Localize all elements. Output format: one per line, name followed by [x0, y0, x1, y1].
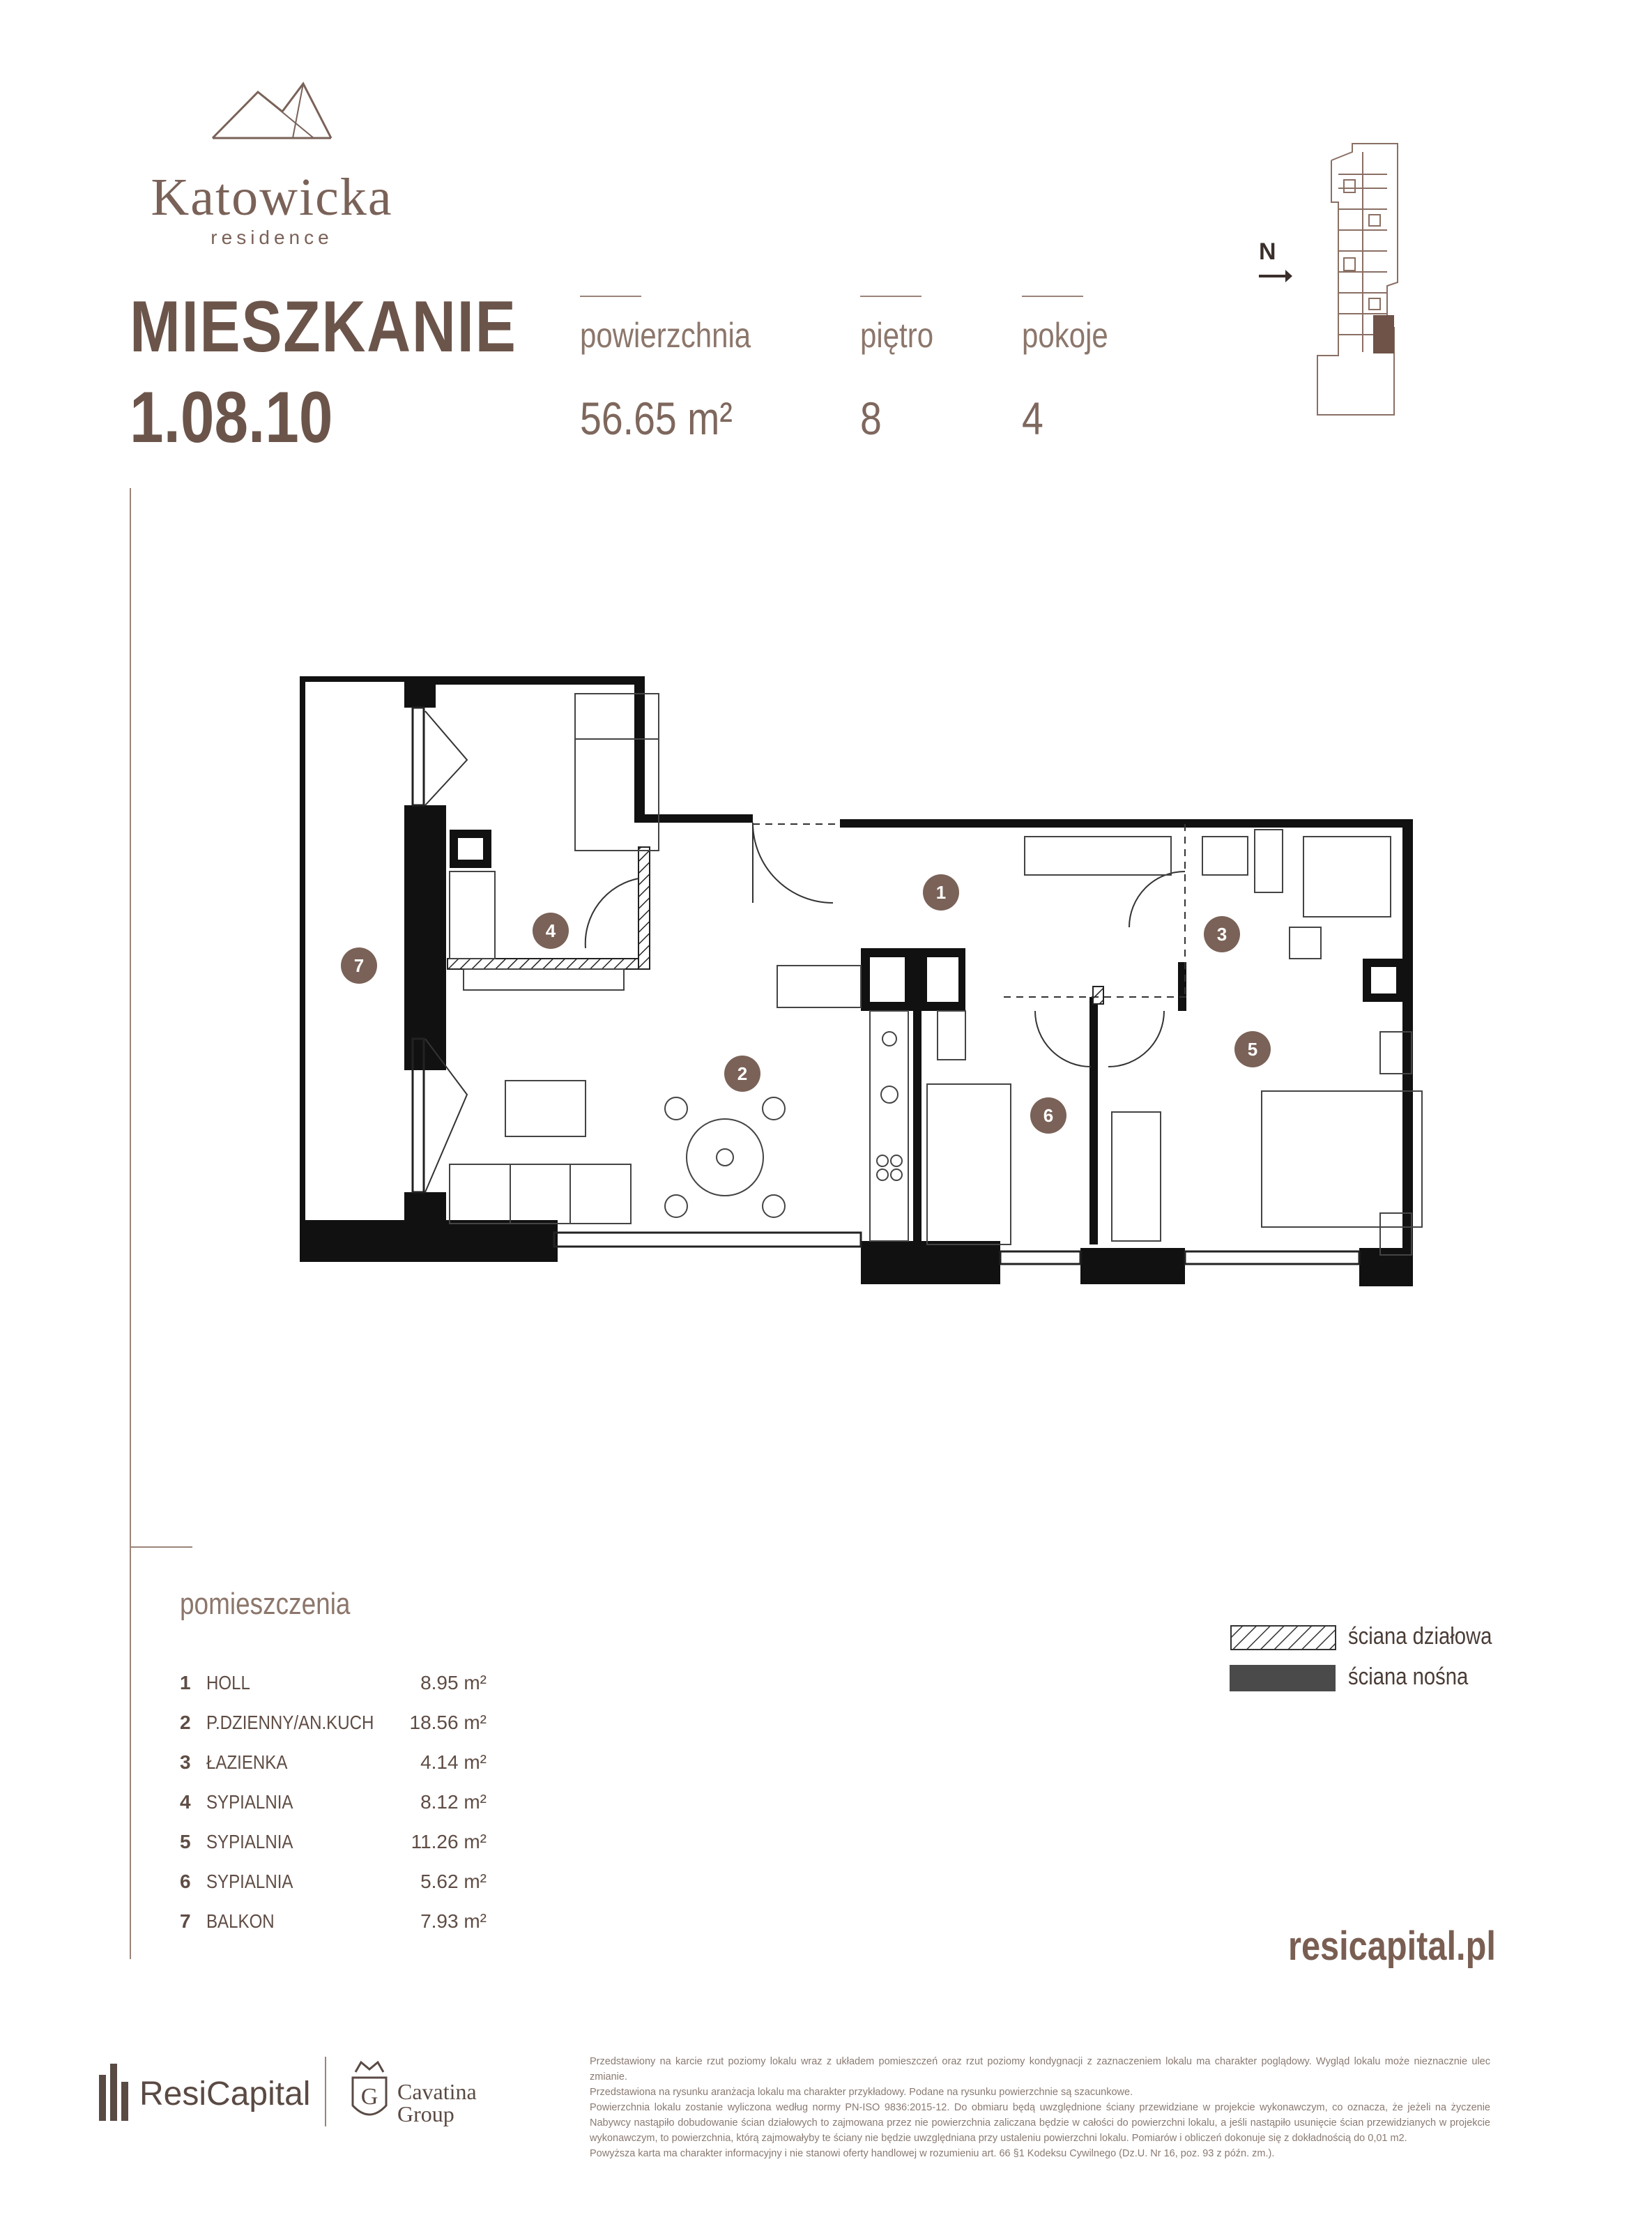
- stat-divider: [1022, 296, 1083, 297]
- room-number: 2: [180, 1712, 191, 1733]
- cavatina-logo-text: [397, 2080, 477, 2125]
- room-number: 3: [180, 1751, 191, 1773]
- marker-4: 4: [545, 920, 556, 941]
- svg-text:G: G: [360, 2084, 378, 2110]
- room-area: 5.62 m²: [420, 1871, 487, 1892]
- stat-area-label: powierzchnia: [580, 316, 751, 355]
- marker-1: 1: [935, 882, 947, 903]
- room-number: 5: [180, 1831, 191, 1852]
- marker-2: 2: [737, 1063, 748, 1084]
- table-row: [180, 1672, 487, 1700]
- disclaimer-paragraph: Powierzchnia lokalu zostanie wyliczona według normy PN-ISO 9836:2015-12. Do obmiaru będą uwzględnione ściany przewidziane w projekcie wykonawczym, co oznacza, że jeżeli na życzenie Nabywcy nastąpiło dobudowanie ścian działowych to zajmowana przez nie powierzchnia zaliczana będzie w całości do powierzchni lokalu, a jeśli nastąpiło usunięcie ścian przewidzianych w projekcie wykonawczym, to powierzchnia, którą zajmowałyby te ściany nie będzie uwzględniana przy ustaleniu powierzchni lokalu. Pomiarów i obliczeń dokonuje się z dokładnością do 0,01 m2.: [590, 2102, 1490, 2144]
- apartment-label: MIESZKANIE: [130, 287, 517, 367]
- stat-floor-value: 8: [860, 393, 882, 444]
- brand-name: Katowicka: [151, 168, 393, 227]
- legend-bearing-label: ściana nośna: [1348, 1663, 1469, 1690]
- room-area: 8.95 m²: [420, 1672, 487, 1693]
- room-name: SYPIALNIA: [206, 1791, 293, 1813]
- table-row: [180, 1910, 487, 1938]
- room-number: 4: [180, 1791, 191, 1813]
- legend-bearing-swatch: [1230, 1665, 1336, 1691]
- room-area: 18.56 m²: [409, 1712, 487, 1733]
- legend-partition-swatch: [1230, 1624, 1337, 1651]
- disclaimer-paragraph: Powyższa karta ma charakter informacyjny i nie stanowi oferty handlowej w rozumieniu art. 66 §1 Kodeksu Cywilnego (Dz.U. Nr 16, poz. 93 z późn. zm.).: [590, 2148, 1275, 2159]
- disclaimer-paragraph: Przedstawiona na rysunku aranżacja lokalu ma charakter przykładowy. Podane na rysunku powierzchnie są szacunkowe.: [590, 2087, 1133, 2098]
- apartment-number: 1.08.10: [130, 377, 333, 458]
- brand-subtitle: residence: [211, 227, 333, 248]
- room-area: 4.14 m²: [420, 1751, 487, 1773]
- website-link[interactable]: resicapital.pl: [1288, 1924, 1496, 1969]
- table-row: [180, 1871, 487, 1898]
- table-row: [180, 1712, 487, 1739]
- rooms-title: pomieszczenia: [180, 1587, 351, 1621]
- room-name: HOLL: [206, 1672, 250, 1693]
- stat-divider: [860, 296, 921, 297]
- disclaimer-paragraph: Przedstawiony na karcie rzut poziomy lokalu wraz z układem pomieszczeń oraz rzut poziomy kondygnacji z zaznaczeniem lokalu ma charakter poglądowy. Wygląd lokalu może nieznacznie ulec zmianie.: [590, 2056, 1490, 2082]
- stat-rooms-label: pokoje: [1022, 316, 1108, 355]
- left-vertical-rule: [130, 488, 131, 1959]
- room-number: 7: [180, 1910, 191, 1932]
- room-name: ŁAZIENKA: [206, 1751, 288, 1773]
- room-name: SYPIALNIA: [206, 1871, 293, 1892]
- north-arrow-icon: [1257, 268, 1292, 284]
- stat-divider: [580, 296, 641, 297]
- table-row: [180, 1791, 487, 1819]
- marker-3: 3: [1216, 924, 1227, 945]
- room-number: 1: [180, 1672, 191, 1693]
- legend-partition-label: ściana działowa: [1348, 1623, 1492, 1650]
- marker-7: 7: [353, 955, 365, 976]
- rooms-divider: [130, 1546, 192, 1548]
- table-row: [180, 1831, 487, 1859]
- marker-6: 6: [1043, 1105, 1054, 1126]
- room-name: P.DZIENNY/AN.KUCH: [206, 1712, 374, 1733]
- cavatina-line1: Cavatina: [397, 2079, 477, 2104]
- room-area: 11.26 m²: [411, 1831, 487, 1852]
- stat-rooms-value: 4: [1022, 393, 1043, 444]
- compass-label: N: [1259, 238, 1276, 265]
- mountain-logo-icon: [209, 77, 335, 143]
- cavatina-line2: Group: [397, 2101, 454, 2126]
- marker-5: 5: [1247, 1039, 1258, 1060]
- cavatina-crest-icon: [349, 2057, 390, 2126]
- logo-divider: [325, 2057, 326, 2126]
- room-area: 8.12 m²: [420, 1791, 487, 1813]
- stat-floor-label: piętro: [860, 316, 934, 355]
- room-name: SYPIALNIA: [206, 1831, 293, 1852]
- room-number: 6: [180, 1871, 191, 1892]
- table-row: [180, 1751, 487, 1779]
- resicapital-logo-text: ResiCapital: [139, 2076, 311, 2112]
- room-area: 7.93 m²: [420, 1910, 487, 1932]
- stat-area-value: 56.65 m²: [580, 393, 733, 444]
- resicapital-logo-icon: [98, 2061, 132, 2122]
- room-name: BALKON: [206, 1910, 275, 1932]
- building-keyplan-icon: [1310, 139, 1415, 422]
- floor-plan: [293, 662, 1436, 1318]
- disclaimer: [590, 2054, 1490, 2161]
